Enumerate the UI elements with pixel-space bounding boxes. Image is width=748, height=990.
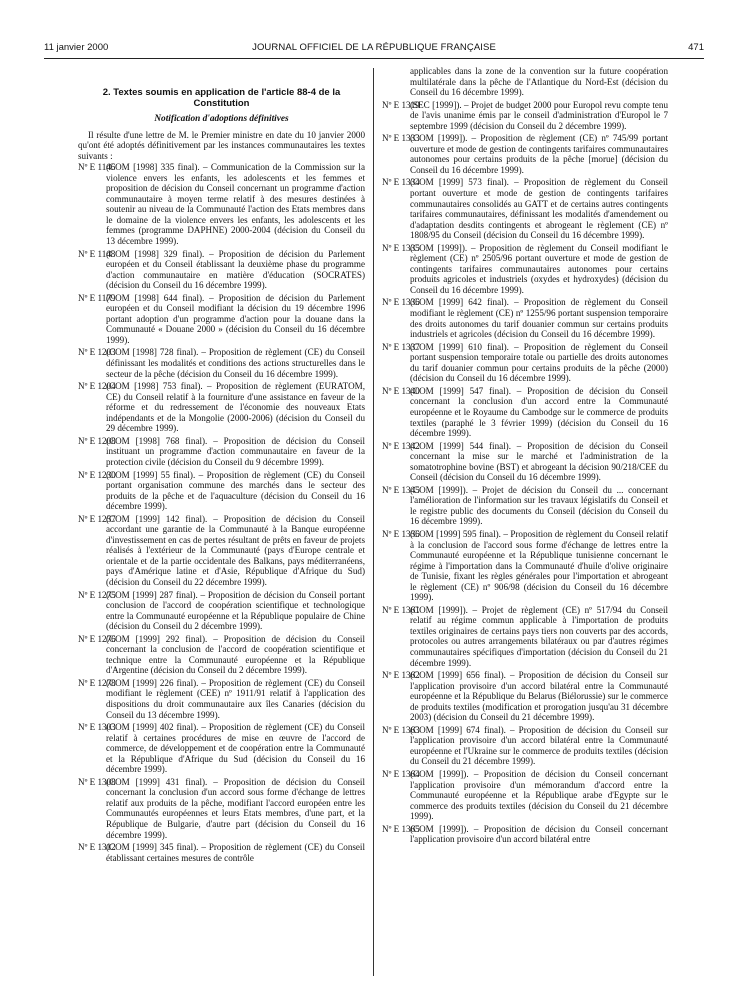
list-item [382, 725, 668, 767]
entry-number: Nº E 1203 [78, 347, 116, 358]
left-column [78, 88, 365, 865]
entry-number: Nº E 1204 [78, 381, 116, 392]
entry-text: (COM [1999] 595 final). – Proposition de règlement du Conseil relatif à la conclusion de l'accord sous forme d'échange de lettres entre la Communauté européenne et la République tunisienne concernant le régime à l'importation dans la Communauté d'huile d'olive originaire de Tunisie, fixant les règles générales pour l'importation et abrogeant le règlement (CE) nº 906/98 (décision du Conseil du 16 décembre 1999). [410, 528, 668, 603]
list-item [78, 722, 365, 775]
list-item [78, 678, 365, 720]
entry-text: (COM [1999]). – Projet de décision du Conseil du ... concernant l'amélioration de l'information sur les travaux législatifs du Conseil et le registre public des documents du Conseil (décision du Conseil du 16 décembre 1999). [410, 484, 668, 527]
entry-number: Nº E 1337 [382, 341, 420, 352]
entry-text: (COM [1999] 656 final). – Proposition de décision du Conseil sur l'application provisoire d'un accord bilatéral entre la Communauté européenne et la République du Belarus (Biélorussie) sur le commerce de produits textiles (modification et prorogation jusqu'au 31 décembre 2003) (décision du Conseil du 21 décembre 1999). [410, 670, 668, 723]
entry-number: Nº E 1333 [382, 133, 420, 144]
entry-text: (COM [1998] 644 final). – Proposition de décision du Parlement européen et du Conseil modifiant la décision du 19 décembre 1996 portant adoption d'un programme d'action pour la douane dans la Communauté « Douane 2000 » (décision du Conseil du 16 décembre 1999). [106, 292, 365, 345]
entry-number: Nº E 1345 [382, 484, 420, 495]
list-item [78, 293, 365, 346]
entry-number: Nº E 1148 [78, 248, 116, 259]
entry-text: (COM [1999] 573 final). – Proposition de règlement du Conseil portant ouverture et mode de gestion de contingents tarifaires communautaires consolidés au GATT et de certains autres contingents tarifaires communautaires, définissant les modalités d'amendement ou d'adaptation desdits contingents et abrogeant le règlement (CE) nº 1808/95 du Conseil (décision du Conseil du 16 décembre 1999). [410, 177, 668, 241]
left-entry-list [78, 162, 365, 863]
entry-text: (COM [1998] 753 final). – Proposition de règlement (EURATOM, CE) du Conseil relatif à la fourniture d'une assistance en faveur de la réforme et du redressement de l'économie des nouveaux Etats indépendants et de la Mongolie (2000-2006) (décision du Conseil du 29 décembre 1999). [106, 381, 365, 434]
entry-number: Nº E 1334 [382, 177, 420, 188]
entry-text: (COM [1999] 544 final). – Proposition de décision du Conseil concernant la mise sur le marché et l'administration de la somatotrophine bovine (BST) et abrogeant la décision 90/218/CEE du Conseil (décision du Conseil du 16 décembre 1999). [410, 440, 668, 483]
list-item [78, 470, 365, 512]
entry-text: (COM [1998] 768 final). – Proposition de décision du Conseil instituant un programme d'action communautaire en faveur de la protection civile (décision du Conseil du 9 décembre 1999). [106, 435, 365, 467]
entry-number: Nº E 1342 [382, 440, 420, 451]
entry-text: (COM [1999] 610 final). – Proposition de règlement du Conseil portant suspension temporaire totale ou partielle des droits autonomes du tarif douanier commun pour certains produits de la pêche (2000) (décision du Conseil du 16 décembre 1999). [410, 341, 668, 384]
entry-number: Nº E 1363 [382, 724, 420, 735]
list-item [78, 514, 365, 588]
entry-number: Nº E 1275 [78, 589, 116, 600]
list-item [78, 436, 365, 468]
entry-number: Nº E 1340 [382, 385, 420, 396]
header-rule [44, 58, 704, 59]
list-item [78, 249, 365, 291]
list-item [78, 381, 365, 434]
entry-text: (COM [1998] 329 final). – Proposition de décision du Parlement européen et du Conseil établissant la deuxième phase du programme d'action communautaire en matière d'éducation (SOCRATES) (décision du Conseil du 16 décembre 1999). [106, 248, 365, 291]
entry-text: (COM [1999] 642 final). – Proposition de règlement du Conseil modifiant le règlement (CE) nº 1255/96 portant suspension temporaire des droits autonomes du tarif douanier commun sur certains produits industriels et agricoles (décision du Conseil du 16 décembre 1999). [410, 297, 668, 340]
entry-text: (COM [1999] 287 final). – Proposition de décision du Conseil portant conclusion de l'accord de coopération scientifique et technologique entre la Communauté européenne et la République populaire de Chine (décision du Conseil du 2 décembre 1999). [106, 589, 365, 632]
entry-number: Nº E 1335 [382, 242, 420, 253]
entry-text: (COM [1999] 402 final). – Proposition de règlement (CE) du Conseil relatif à certaines procédures de mise en œuvre de l'accord de commerce, de développement et de coopération entre la Communauté et la République d'Afrique du Sud (décision du Conseil du 16 décembre 1999). [106, 722, 365, 775]
entry-text: (COM [1999] 431 final). – Proposition de décision du Conseil concernant la conclusion d'un accord sous forme d'échange de lettres relatif aux produits de la pêche, modifiant l'accord européen entre les Communautés européennes et leurs Etats membres, d'une part, et la République de Bulgarie, d'autre part (décision du Conseil du 16 décembre 1999). [106, 776, 365, 840]
page-header [44, 42, 704, 56]
entry-number: Nº E 1319 [382, 99, 420, 110]
list-item [382, 297, 668, 339]
entry-text: (COM [1999]). – Proposition de règlement (CE) nº 745/99 portant ouverture et mode de gestion de contingents tarifaires communautaires autonomes pour certains produits de la pêche [morue] (décision du Conseil du 16 décembre 1999). [410, 133, 668, 175]
entry-text: (COM [1999]). – Proposition de décision du Conseil concernant l'application provisoire d'un mémorandum d'accord entre la Communauté européenne et la République arabe d'Egypte sur le commerce des produits textiles (décision du Conseil du 21 décembre 1999). [410, 769, 668, 822]
entry-number: Nº E 1179 [78, 292, 116, 303]
section-title: 2. Textes soumis en application de l'article 88-4 de la Constitution [102, 87, 341, 109]
list-item [382, 769, 668, 822]
entry-number: Nº E 1146 [78, 162, 116, 173]
entry-text: (COM [1998] 728 final). – Proposition de règlement (CE) du Conseil définissant les modalités et conditions des actions structurelles dans le secteur de la pêche (décision du Conseil du 16 décembre 1999). [106, 347, 365, 379]
entry-number: Nº E 1361 [382, 604, 420, 615]
entry-text: (COM [1999]). – Proposition de règlement du Conseil modifiant le règlement (CE) nº 2505/96 portant ouverture et mode de gestion de contingents tarifaires communautaires autonomes pour certains produits agricoles et industriels (oxydes et hydroxydes) (décision du Conseil du 16 décembre 1999). [410, 242, 668, 295]
list-item [382, 441, 668, 483]
list-item [382, 529, 668, 603]
list-item [382, 100, 668, 132]
entry-text: (COM [1999] 226 final). – Proposition de règlement (CE) du Conseil modifiant le règlement (CEE) nº 1911/91 relatif à l'application des dispositions du droit communautaire aux îles Canaries (décision du Conseil du 13 décembre 1999). [106, 677, 365, 720]
list-item [382, 386, 668, 439]
entry-number: Nº E 1276 [78, 633, 116, 644]
entry-text: (COM [1999] 674 final). – Proposition de décision du Conseil sur l'application provisoire d'un accord bilatéral entre la Communauté européenne et l'Ukraine sur le commerce de produits textiles (décision du Conseil du 21 décembre 1999). [410, 724, 668, 767]
right-entry-list [382, 100, 668, 845]
right-column [382, 66, 668, 847]
entry-text: (COM [1999] 55 final). – Proposition de règlement (CE) du Conseil portant organisation commune des marchés dans le secteur des produits de la pêche et de l'aquaculture (décision du Conseil du 16 décembre 1999). [106, 469, 365, 512]
entry-text: (COM [1999] 142 final). – Proposition de décision du Conseil accordant une garantie de la Communauté à la Banque européenne d'investissement en cas de pertes résultant de prêts en faveur de projets réalisés à l'extérieur de la Communauté (pays d'Europe centrale et orientale et de la partie occidentale des Balkans, pays méditerranéens, pays d'Amérique latine et d'Asie, République d'Afrique du Sud) (décision du Conseil du 22 décembre 1999). [106, 513, 365, 587]
entry-text: (COM [1999]). – Projet de règlement (CE) nº 517/94 du Conseil relatif au régime commun applicable à l'importation de produits textiles originaires de certains pays tiers non couverts par des accords, protocoles ou autres arrangements bilatéraux ou par d'autres régimes communautaires spécifiques d'importation (décision du Conseil du 21 décembre 1999). [410, 604, 668, 668]
list-item [382, 342, 668, 384]
list-item [78, 842, 365, 863]
entry-text: (COM [1999] 292 final). – Proposition de décision du Conseil concernant la conclusion de l'accord de coopération scientifique et technique entre la Communauté européenne et la République d'Argentine (décision du Conseil du 2 décembre 1999). [106, 633, 365, 676]
entry-number: Nº E 1362 [382, 670, 420, 681]
column-divider [373, 68, 374, 976]
list-item [78, 590, 365, 632]
page-number: 471 [688, 42, 704, 53]
list-item [382, 177, 668, 240]
list-item [78, 347, 365, 379]
list-item [382, 485, 668, 527]
continuation-text: applicables dans la zone de la convention sur la future coopération multilatérale dans la pêche de l'Atlantique du Nord-Est (décision du Conseil du 16 décembre 1999). [410, 66, 668, 98]
list-item [382, 824, 668, 845]
entry-number: Nº E 1312 [78, 842, 116, 853]
entry-number: Nº E 1257 [78, 513, 116, 524]
entry-number: Nº E 1364 [382, 769, 420, 779]
entry-number: Nº E 1365 [382, 823, 420, 834]
entry-text: (COM [1999] 345 final). – Proposition de règlement (CE) du Conseil établissant certaines mesures de contrôle [106, 842, 365, 863]
list-item [382, 243, 668, 296]
entry-number: Nº E 1278 [78, 677, 116, 688]
entry-text: (SEC [1999]). – Projet de budget 2000 pour Europol revu compte tenu de l'avis unanime émis par le conseil d'administration d'Europol le 7 septembre 1999 (décision du Conseil du 2 décembre 1999). [410, 99, 668, 131]
entry-number: Nº E 1336 [382, 297, 420, 308]
entry-text: (COM [1999] 547 final). – Proposition de décision du Conseil concernant la conclusion d'un accord entre la Communauté européenne et le Royaume du Cambodge sur le commerce de produits textiles (paraphé le 3 février 1999) (décision du Conseil du 16 décembre 1999). [410, 385, 668, 439]
entry-text: (COM [1998] 335 final). – Communication de la Commission sur la violence envers les enfants, les adolescents et les femmes et proposition de décision du Conseil concernant un programme d'action communautaire à moyen terme relatif à des mesures destinées à soutenir au niveau de la Communauté l'action des Etats membres dans le domaine de la violence envers les enfants, les adolescents et les femmes (programme DAPHNE) 2000-2004 (décision du Conseil du 13 décembre 1999). [106, 162, 365, 247]
list-item [382, 133, 668, 175]
list-item [78, 162, 365, 246]
list-item [78, 634, 365, 676]
list-item [78, 777, 365, 840]
section-subtitle: Notification d'adoptions définitives [154, 114, 289, 124]
entry-number: Nº E 1303 [78, 722, 116, 733]
entry-number: Nº E 1208 [78, 435, 116, 446]
entry-number: Nº E 1308 [78, 776, 116, 787]
entry-number: Nº E 1356 [382, 528, 420, 539]
header-date: 11 janvier 2000 [44, 42, 109, 53]
journal-title: JOURNAL OFFICIEL DE LA RÉPUBLIQUE FRANÇAISE [252, 42, 496, 53]
entry-number: Nº E 1230 [78, 469, 116, 480]
entry-text: (COM [1999]). – Proposition de décision du Conseil concernant l'application provisoire d'un accord bilatéral entre [410, 823, 668, 845]
intro-paragraph: Il résulte d'une lettre de M. le Premier ministre en date du 10 janvier 2000 qu'ont été adoptés définitivement par les instances communautaires les textes suivants : [78, 129, 365, 161]
list-item [382, 605, 668, 668]
list-item [382, 670, 668, 723]
